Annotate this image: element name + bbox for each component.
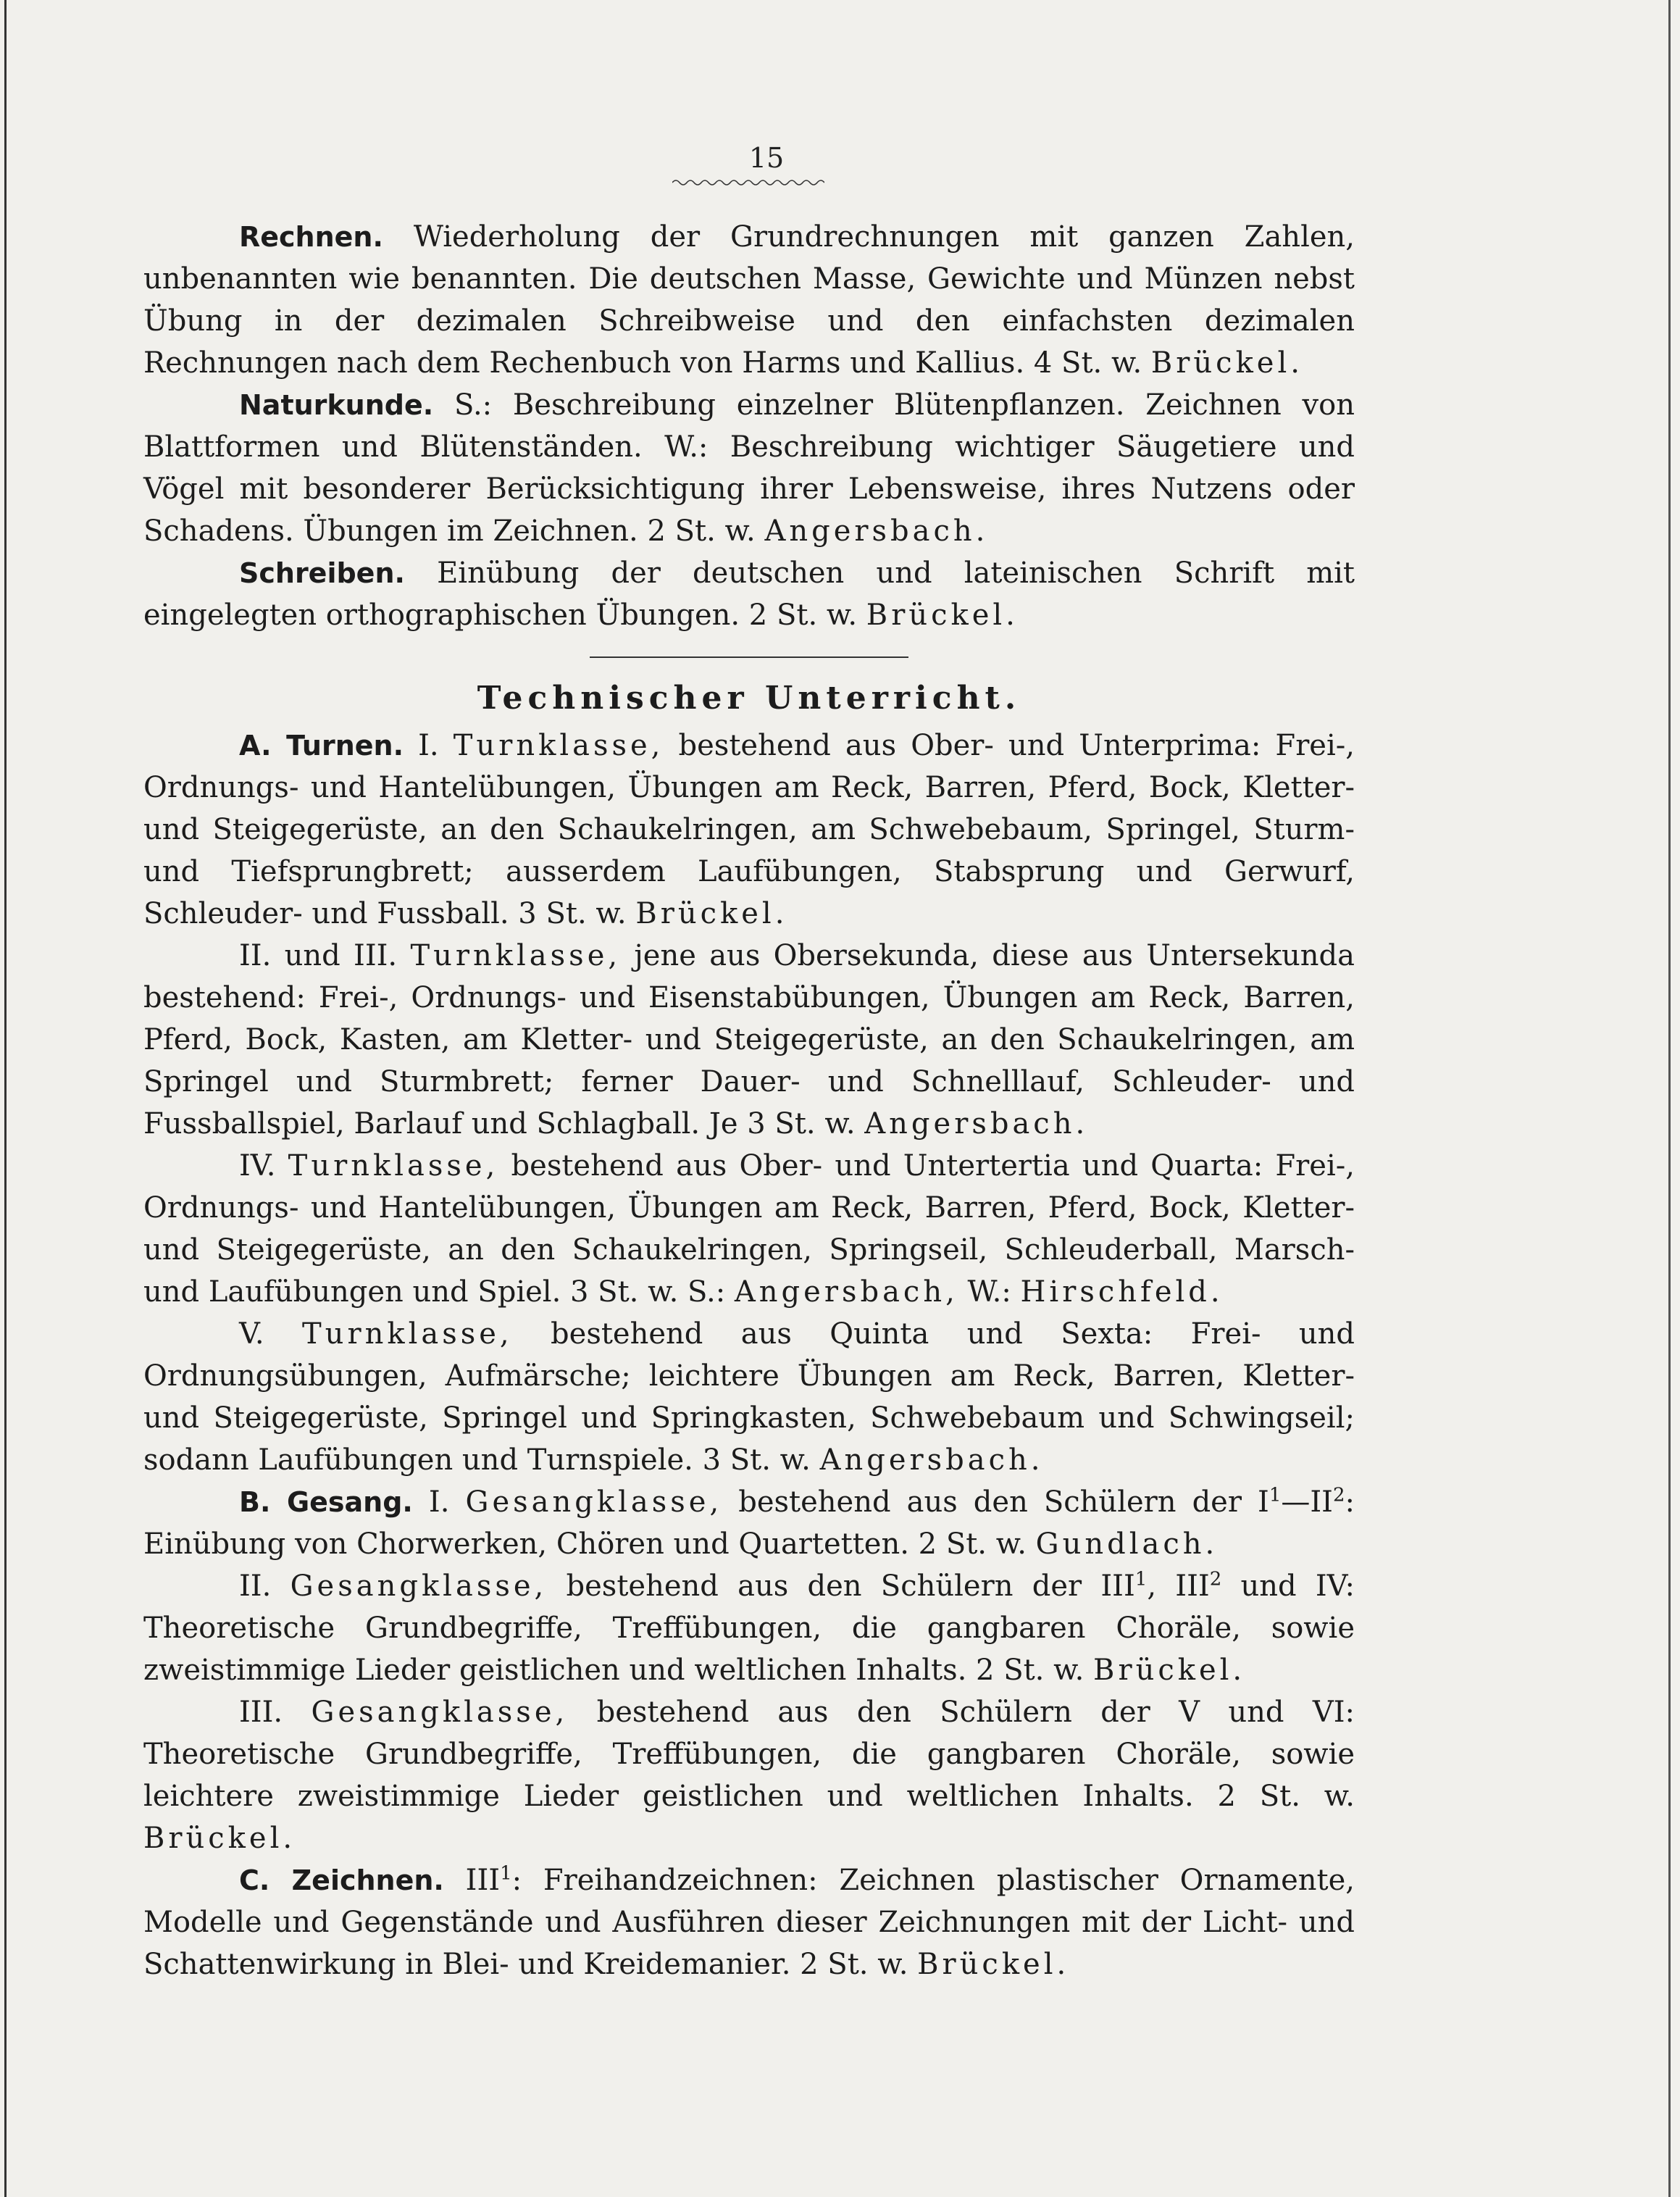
gesang-p2-class: Gesangklasse, <box>290 1569 548 1603</box>
naturkunde-paragraph <box>143 384 1355 552</box>
turnen-p4-text: bestehend aus Quinta und Sexta: Frei- und Ordnungsübungen, Aufmärsche; leichtere Übungen am Reck, Barren, Kletter- und Steigegerüste, Springel und Springkasten, Schwebebaum und Schwingseil; sodann Laufübungen und Turnspiele. 3 St. w. <box>143 1317 1355 1477</box>
turnen-paragraph-3 <box>143 1145 1355 1313</box>
section-divider <box>590 656 908 658</box>
turnen-heading: A. Turnen. <box>239 730 404 762</box>
turnen-p3-text: bestehend aus Ober- und Untertertia und Quarta: Frei-, Ordnungs- und Hantelübungen, Übungen am Reck, Barren, Pferd, Bock, Kletter- und Steigegerüste, an den Schaukelringen, Springseil, Schleuderball, Marsch- und Laufübungen und Spiel. 3 St. w. S.: <box>143 1149 1355 1309</box>
naturkunde-heading: Naturkunde. <box>239 389 434 421</box>
gesang-p2-teacher: Brückel. <box>1093 1654 1246 1687</box>
gesang-p1-num: I. <box>428 1485 450 1519</box>
zeichnen-class-sup: 1 <box>500 1862 512 1885</box>
naturkunde-text: S.: Beschreibung einzelner Blütenpflanzen. Zeichnen von Blattformen und Blütenständen. W.: Beschreibung wichtiger Säugetiere und Vögel mit besonderer Berücksichtigung ihrer Lebensweise, ihres Nutzens oder Schadens. Übungen im Zeichnen. 2 St. w. <box>143 388 1355 548</box>
gesang-p2-sup1: 1 <box>1134 1568 1148 1591</box>
turnen-p4-teacher: Angersbach. <box>819 1443 1044 1477</box>
turnen-paragraph-4 <box>143 1313 1355 1481</box>
turnen-p1-teacher: Brückel. <box>635 897 788 930</box>
turnen-p1-class: Turnklasse, <box>453 729 664 762</box>
schreiben-teacher: Brückel. <box>866 599 1019 632</box>
turnen-p2-text: jene aus Obersekunda, diese aus Untersekunda bestehend: Frei-, Ordnungs- und Eisenstabübungen, Übungen am Reck, Barren, Pferd, Bock, Kasten, am Kletter- und Steigegerüste, an den Schaukelringen, am Springel und Sturmbrett; ferner Dauer- und Schnelllauf, Schleuder- und Fussballspiel, Barlauf und Schlagball. Je 3 St. w. <box>143 939 1355 1141</box>
zeichnen-heading: C. Zeichnen. <box>239 1864 444 1896</box>
gesang-paragraph-1 <box>143 1481 1355 1565</box>
turnen-p4-class: Turnklasse, <box>302 1317 513 1351</box>
turnen-p2-teacher: Angersbach. <box>864 1107 1089 1141</box>
rechnen-teacher: Brückel. <box>1150 346 1303 380</box>
turnen-p3-class: Turnklasse, <box>288 1149 499 1183</box>
naturkunde-teacher: Angersbach. <box>764 514 989 548</box>
turnen-p1-text: bestehend aus Ober- und Unterprima: Frei-, Ordnungs- und Hantelübungen, Übungen am Reck, Barren, Pferd, Bock, Kletter- und Steigegerüste, an den Schaukelringen, am Schwebebaum, Springel, Sturm- und Tiefsprungbrett; ausserdem Laufübungen, Stabsprung und Gerwurf, Schleuder- und Fussball. 3 St. w. <box>143 729 1355 930</box>
turnen-p2-num: II. und III. <box>239 939 398 972</box>
turnen-p4-num: V. <box>239 1317 264 1351</box>
zeichnen-class-label: III <box>465 1864 501 1897</box>
schreiben-paragraph <box>143 552 1355 636</box>
gesang-p3-num: III. <box>239 1696 283 1729</box>
turnen-p3-teacher-winter: Hirschfeld. <box>1020 1275 1224 1309</box>
turnen-p2-class: Turnklasse, <box>410 939 622 972</box>
gesang-p1-text-a: bestehend aus den Schülern der I <box>738 1485 1269 1519</box>
gesang-p2-sup2: 2 <box>1209 1568 1222 1591</box>
gesang-p1-sup2: 2 <box>1332 1484 1345 1506</box>
gesang-p3-text: bestehend aus den Schülern der V und VI: Theoretische Grundbegriffe, Treffübungen, die gangbaren Choräle, sowie leichtere zweistimmige Lieder geistlichen und weltlichen Inhalts. 2 St. w. <box>143 1696 1355 1813</box>
zeichnen-text: : Freihandzeichnen: Zeichnen plastischer Ornamente, Modelle und Gegenstände und Ausführen dieser Zeichnungen mit der Licht- und Schattenwirkung in Blei- und Kreidemanier. 2 St. w. <box>143 1864 1355 1981</box>
turnen-p3-num: IV. <box>239 1149 276 1183</box>
rechnen-paragraph <box>143 216 1355 384</box>
gesang-heading: B. Gesang. <box>239 1486 413 1518</box>
rechnen-text: Wiederholung der Grundrechnungen mit ganzen Zahlen, unbenannten wie benannten. Die deutschen Masse, Gewichte und Münzen nebst Übung in der dezimalen Schreibweise und den einfachsten dezimalen Rechnungen nach dem Rechenbuch von Harms und Kallius. 4 St. w. <box>143 220 1355 380</box>
schreiben-text: Einübung der deutschen und lateinischen Schrift mit eingelegten orthographischen Übungen. 2 St. w. <box>143 556 1355 632</box>
rechnen-heading: Rechnen. <box>239 221 383 253</box>
gesang-paragraph-2 <box>143 1565 1355 1691</box>
schreiben-heading: Schreiben. <box>239 557 405 589</box>
gesang-p2-num: II. <box>239 1569 272 1603</box>
gesang-p2-text-b: und IV: Theoretische Grundbegriffe, Treffübungen, die gangbaren Choräle, sowie zweistimmige Lieder geistlichen und weltlichen Inhalts. 2 St. w. <box>143 1569 1355 1687</box>
gesang-p3-teacher: Brückel. <box>143 1822 296 1855</box>
gesang-p2-mid: , III <box>1147 1569 1210 1603</box>
turnen-paragraph-1 <box>143 725 1355 935</box>
turnen-p1-num: I. <box>418 729 439 762</box>
gesang-p1-text-b: : Einübung von Chorwerken, Chören und Quartetten. 2 St. w. <box>143 1485 1355 1561</box>
turnen-p3-winter-label: W.: <box>967 1275 1011 1309</box>
gesang-p1-dash: —II <box>1281 1485 1333 1519</box>
gesang-p2-text-a: bestehend aus den Schülern der III <box>566 1569 1135 1603</box>
gesang-p1-sup1: 1 <box>1269 1484 1282 1506</box>
section-title: Technischer Unterricht. <box>477 680 1021 717</box>
gesang-paragraph-3 <box>143 1691 1355 1859</box>
gesang-p1-teacher: Gundlach. <box>1035 1527 1219 1561</box>
page-body <box>143 216 1355 1985</box>
gesang-p1-class: Gesangklasse, <box>465 1485 723 1519</box>
turnen-p3-teacher-summer: Angersbach, <box>734 1275 958 1309</box>
gesang-p3-class: Gesangklasse, <box>311 1696 569 1729</box>
zeichnen-paragraph <box>143 1859 1355 1985</box>
zeichnen-teacher: Brückel. <box>917 1948 1070 1981</box>
page-number-ornament <box>672 178 824 187</box>
page-number: 15 <box>748 142 785 174</box>
turnen-paragraph-2 <box>143 935 1355 1145</box>
